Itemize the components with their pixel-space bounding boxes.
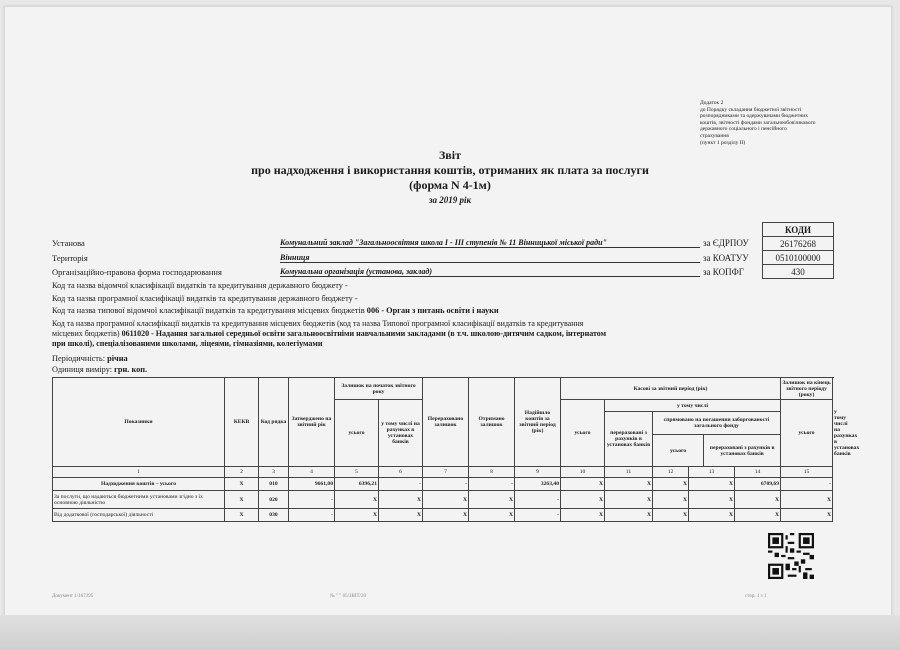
header-transferred: Перераховано залишок — [423, 378, 469, 467]
program-classification-local-2 — [52, 329, 606, 338]
header-balance-end-total: усього — [781, 400, 833, 467]
report-table — [52, 377, 833, 522]
cell-balance-start: X — [335, 509, 379, 522]
kopfg-label: за КОПФГ — [703, 267, 744, 277]
cell-received: - — [469, 478, 515, 491]
cell-received: X — [469, 509, 515, 522]
cell-approved: - — [289, 509, 335, 522]
cell-received: X — [469, 491, 515, 509]
qr-code — [768, 533, 814, 579]
header-kekv: КЕКВ — [225, 378, 259, 467]
periodicity — [52, 354, 128, 363]
appendix-line: до Порядку складання бюджетної звітності — [700, 106, 802, 113]
header-received: Отримано залишок — [469, 378, 515, 467]
cell-transferred: X — [423, 491, 469, 509]
col-number: 15 — [781, 467, 833, 478]
appendix-line: державного соціального і пенсійного — [700, 126, 787, 133]
codes-header: КОДИ — [763, 223, 834, 237]
row-name: Від додаткової (господарської) діяльності — [53, 509, 225, 522]
footer-left: Документ 1/167395 — [52, 594, 94, 599]
cell-cash-bank: X — [605, 491, 653, 509]
cell-kekv: X — [225, 478, 259, 491]
institution-label: Установа — [52, 238, 85, 248]
cell-kekv: X — [225, 509, 259, 522]
typical-classification-value: 006 - Орган з питань освіти і науки — [366, 306, 499, 315]
report-title: Звіт — [438, 148, 462, 162]
territory-value: Вінниця — [280, 253, 700, 263]
edrpou-code: 26176268 — [763, 237, 834, 251]
footer-middle: № " " 05/ЗВІТ/20 — [330, 594, 366, 599]
cell-balance-end-bank: - — [781, 478, 833, 491]
table-row — [53, 478, 833, 491]
program-classification-state: Код та назва програмної класифікації видатків та кредитування державного бюджету - — [52, 294, 358, 303]
column-numbers-row — [53, 467, 833, 478]
cell-balance-start: 6396,21 — [335, 478, 379, 491]
col-number: 7 — [423, 467, 469, 478]
header-balance-start-total: усього — [335, 400, 379, 467]
kopfg-code: 430 — [763, 265, 834, 279]
typical-classification-local — [52, 306, 499, 315]
appendix-line: Додаток 2 — [700, 100, 724, 106]
cell-directed-total: X — [653, 478, 689, 491]
program-classification-local-1: Код та назва програмної класифікації видатків та кредитування місцевих бюджетів (код та назва Типової програмної класифікації видатків та кредитування — [52, 319, 584, 328]
cell-directed-bank: X — [689, 509, 735, 522]
cell-approved: 9661,00 — [289, 478, 335, 491]
header-directed-total: усього — [653, 435, 704, 467]
header-balance-start: Залишок на початок звітного року — [335, 378, 423, 400]
cell-approved: - — [289, 491, 335, 509]
col-number: 9 — [515, 467, 561, 478]
unit-of-measure — [52, 365, 147, 374]
cell-transferred: X — [423, 509, 469, 522]
cell-balance-end-bank: X — [781, 509, 833, 522]
col-number: 10 — [561, 467, 605, 478]
cell-came-in: - — [515, 491, 561, 509]
header-came-in: Надійшло коштів за звітний період (рік) — [515, 378, 561, 467]
header-directed: спрямовано на погашення заборгованості загального фонду — [653, 412, 780, 435]
cell-code: 030 — [259, 509, 289, 522]
header-cash-total: усього — [561, 400, 605, 467]
cell-balance-start-bank: - — [379, 478, 423, 491]
cell-balance-end-bank: X — [781, 491, 833, 509]
table-row — [53, 509, 833, 522]
cell-came-in: 3263,40 — [515, 478, 561, 491]
col-number: 5 — [335, 467, 379, 478]
col-number: 8 — [469, 467, 515, 478]
col-number: 12 — [653, 467, 689, 478]
col-number: 4 — [289, 467, 335, 478]
col-number: 14 — [735, 467, 781, 478]
legal-form-value: Комунальна організація (установа, заклад) — [280, 267, 700, 277]
cell-code: 020 — [259, 491, 289, 509]
institution-value: Комунальний заклад "Загальноосвітня школа І - ІІІ ступенів № 11 Вінницької міської ради" — [280, 238, 700, 248]
row-name: Надходження коштів – усього — [53, 478, 225, 491]
cell-balance-start-bank: X — [379, 509, 423, 522]
scan-background — [0, 615, 900, 650]
program-classification-local-3: при школі), спеціалізованими школами, ліцеями, гімназіями, колегіумами — [52, 339, 323, 348]
header-approved: Затверджено на звітний рік — [289, 378, 335, 467]
row-name: За послуги, що надаються бюджетними установами згідно з їх основною діяльністю — [53, 491, 225, 509]
appendix-line: розпорядниками та одержувачами бюджетних — [700, 113, 808, 120]
col-number: 2 — [225, 467, 259, 478]
cell-directed-bank: X — [689, 478, 735, 491]
koatuu-code: 0510100000 — [763, 251, 834, 265]
col-number: 1 — [53, 467, 225, 478]
legal-form-label: Організаційно-правова форма господарювання — [52, 267, 222, 277]
unit-label: Одиниця виміру: — [52, 365, 113, 374]
dept-classification-state: Код та назва відомчої класифікації видатків та кредитування державного бюджету - — [52, 281, 348, 290]
cell-transferred: - — [423, 478, 469, 491]
cell-cash-total: X — [561, 491, 605, 509]
cell-cash-total: X — [561, 478, 605, 491]
cell-balance-end: 6709,69 — [735, 478, 781, 491]
header-row-code: Код рядка — [259, 378, 289, 467]
cell-code: 010 — [259, 478, 289, 491]
appendix-line: страхування — [700, 132, 729, 139]
cell-cash-bank: X — [605, 478, 653, 491]
col-number: 13 — [689, 467, 735, 478]
col-number: 6 — [379, 467, 423, 478]
cell-directed-total: X — [653, 509, 689, 522]
header-cash: Касові за звітний період (рік) — [561, 378, 781, 400]
cell-balance-end: X — [735, 509, 781, 522]
appendix-line: коштів, звітності фондами загальнообов'язкового — [700, 119, 816, 126]
cell-directed-total: X — [653, 491, 689, 509]
header-indicators: Показники — [53, 378, 225, 467]
footer-right: стор. 1 з 1 — [745, 594, 767, 599]
report-period: за 2019 рік — [428, 195, 472, 205]
typical-classification-label: Код та назва типової відомчої класифікації видатків та кредитування місцевих бюджетів — [52, 306, 365, 315]
header-directed-group — [653, 412, 781, 467]
appendix-note — [700, 100, 850, 146]
edrpou-label: за ЄДРПОУ — [703, 238, 749, 248]
cell-balance-start-bank: X — [379, 491, 423, 509]
periodicity-value: річна — [107, 354, 128, 363]
cell-came-in: - — [515, 509, 561, 522]
header-balance-start-bank: у тому числі на рахунках в установах банків — [379, 400, 423, 467]
header-directed-transferred-bank: перераховані з рахунків в установах банків — [709, 444, 775, 457]
koatuu-label: за КОАТУУ — [703, 253, 749, 263]
program-classification-value: 0611020 - Надання загальної середньої освіти загальноосвітніми навчальними закладами (в т.ч. школою-дитячим садком, інтернатом — [121, 329, 607, 338]
header-cash-transferred-bank: перераховані з рахунків в установах банків — [605, 412, 653, 467]
unit-value: грн. коп. — [114, 365, 148, 374]
cell-cash-total: X — [561, 509, 605, 522]
directed-subtable — [653, 412, 780, 466]
cell-balance-start: X — [335, 491, 379, 509]
periodicity-label: Періодичність: — [52, 354, 106, 363]
codes-table — [762, 222, 834, 279]
program-classification-label: місцевих бюджетів) — [52, 329, 120, 338]
header-balance-end: Залишок на кінець звітного періоду (року) — [782, 379, 831, 398]
appendix-line: (пункт 1 розділу II) — [700, 139, 746, 146]
cell-kekv: X — [225, 491, 259, 509]
table-row — [53, 491, 833, 509]
territory-label: Територія — [52, 253, 88, 263]
header-cash-incl: у тому числі — [605, 400, 781, 412]
cell-directed-bank: X — [689, 491, 735, 509]
report-form-number: (форма N 4-1м) — [409, 178, 491, 192]
cell-cash-bank: X — [605, 509, 653, 522]
report-subtitle: про надходження і використання коштів, отриманих як плата за послуги — [251, 163, 649, 177]
col-number: 3 — [259, 467, 289, 478]
cell-balance-end: X — [735, 491, 781, 509]
col-number: 11 — [605, 467, 653, 478]
